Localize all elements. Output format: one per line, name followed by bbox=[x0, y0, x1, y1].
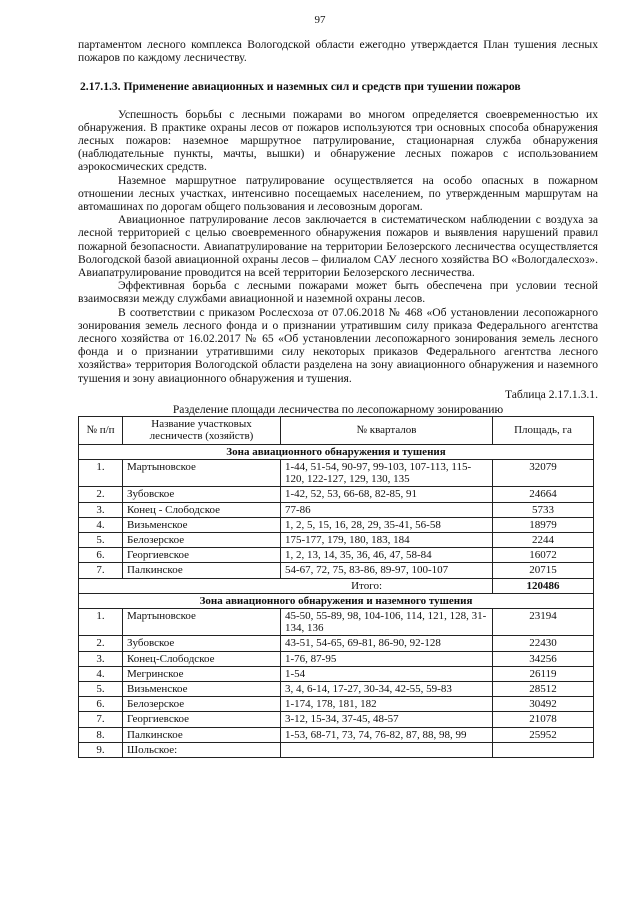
row-area: 5733 bbox=[493, 502, 594, 517]
table-row bbox=[79, 727, 594, 742]
row-area: 2244 bbox=[493, 532, 594, 547]
row-quarters: 1, 2, 13, 14, 35, 36, 46, 47, 58-84 bbox=[281, 548, 493, 563]
table-caption: Разделение площади лесничества по лесопожарному зонированию bbox=[172, 403, 504, 417]
row-name: Визьменское bbox=[123, 681, 281, 696]
total-label: Итого: bbox=[79, 578, 493, 593]
row-num: 7. bbox=[79, 563, 123, 578]
table-row bbox=[79, 548, 594, 563]
row-num: 2. bbox=[79, 487, 123, 502]
row-quarters: 1-53, 68-71, 73, 74, 76-82, 87, 88, 98, 99 bbox=[281, 727, 493, 742]
row-num: 1. bbox=[79, 608, 123, 635]
paragraph-detection: Успешность борьбы с лесными пожарами во многом определяется своевременностью их обнаружения. В практике охраны лесов от пожаров используются три основных способа обнаружения лесных пожаров: наземное маршрутное патрулирование, стационарная служба обнаружения (наблюдательные пункты, мачты, вышки) и обнаружение лесных пожаров с использованием аэрокосмических средств. bbox=[78, 107, 598, 174]
row-name: Палкинское bbox=[123, 727, 281, 742]
total-row bbox=[79, 578, 594, 593]
row-quarters: 3, 4, 6-14, 17-27, 30-34, 42-55, 59-83 bbox=[281, 681, 493, 696]
row-num: 6. bbox=[79, 697, 123, 712]
row-num: 7. bbox=[79, 712, 123, 727]
row-quarters: 1-54 bbox=[281, 666, 493, 681]
zoning-table bbox=[78, 416, 594, 758]
row-num: 5. bbox=[79, 532, 123, 547]
row-quarters: 175-177, 179, 180, 183, 184 bbox=[281, 532, 493, 547]
table-row bbox=[79, 487, 594, 502]
row-quarters: 43-51, 54-65, 69-81, 86-90, 92-128 bbox=[281, 636, 493, 651]
table-row bbox=[79, 697, 594, 712]
row-area: 28512 bbox=[493, 681, 594, 696]
row-name: Белозерское bbox=[123, 697, 281, 712]
row-name: Мартыновское bbox=[123, 608, 281, 635]
table-row bbox=[79, 636, 594, 651]
document-body bbox=[78, 38, 598, 758]
row-area: 20715 bbox=[493, 563, 594, 578]
page-number: 97 bbox=[314, 14, 326, 26]
row-name: Шольское: bbox=[123, 742, 281, 757]
row-num: 5. bbox=[79, 681, 123, 696]
row-name: Зубовское bbox=[123, 487, 281, 502]
row-num: 4. bbox=[79, 517, 123, 532]
row-quarters: 3-12, 15-34, 37-45, 48-57 bbox=[281, 712, 493, 727]
row-area: 21078 bbox=[493, 712, 594, 727]
row-area: 34256 bbox=[493, 651, 594, 666]
row-num: 4. bbox=[79, 666, 123, 681]
row-num: 3. bbox=[79, 651, 123, 666]
row-quarters: 45-50, 55-89, 98, 104-106, 114, 121, 128, 31-134, 136 bbox=[281, 608, 493, 635]
header-num: № п/п bbox=[79, 417, 123, 444]
row-area: 32079 bbox=[493, 459, 594, 486]
row-area: 16072 bbox=[493, 548, 594, 563]
table-row bbox=[79, 666, 594, 681]
row-name: Конец - Слободское bbox=[123, 502, 281, 517]
zone-title-row bbox=[79, 593, 594, 608]
row-name: Георгиевское bbox=[123, 548, 281, 563]
table-row bbox=[79, 502, 594, 517]
row-num: 3. bbox=[79, 502, 123, 517]
row-name: Зубовское bbox=[123, 636, 281, 651]
row-name: Мегринское bbox=[123, 666, 281, 681]
row-quarters: 1-42, 52, 53, 66-68, 82-85, 91 bbox=[281, 487, 493, 502]
row-num: 8. bbox=[79, 727, 123, 742]
paragraph-effective-fighting: Эффективная борьба с лесными пожарами может быть обеспечена при условии тесной взаимосвязи между службами авиационной и наземной охраны лесов. bbox=[78, 279, 598, 306]
row-quarters: 1-76, 87-95 bbox=[281, 651, 493, 666]
row-name: Георгиевское bbox=[123, 712, 281, 727]
table-row bbox=[79, 532, 594, 547]
paragraph-aviation-patrol: Авиационное патрулирование лесов заключается в систематическом наблюдении с воздуха за лесной территорией с целью своевременного обнаружения пожаров и выявления нарушений правил пожарной безопасности. Авиапатрулирование на территории Белозерского лесничества осуществляется Вологодской базой авиационной охраны лесов – филиалом САУ лесного хозяйства ВО «Вологдалесхоз». Авиапатрулирование проводится на всей территории Белозерского лесничества. bbox=[78, 213, 598, 280]
table-row bbox=[79, 681, 594, 696]
row-area: 25952 bbox=[493, 727, 594, 742]
table-row bbox=[79, 742, 594, 757]
table-number: Таблица 2.17.1.3.1. bbox=[504, 387, 598, 401]
paragraph-order: В соответствии с приказом Рослесхоза от 07.06.2018 № 468 «Об установлении лесопожарного зонирования земель лесного фонда и о признании утратившим силу приказа Федерального агентства лесного хозяйства от 16.02.2017 № 65 «Об установлении лесопожарного зонирования земель лесного фонда и о признании утратившими силу некоторых приказов Федерального агентства лесного хозяйства» территория Вологодской области разделена на зону авиационного обнаружения и наземного тушения и зону авиационного обнаружения и тушения. bbox=[78, 305, 598, 385]
row-quarters: 54-67, 72, 75, 83-86, 89-97, 100-107 bbox=[281, 563, 493, 578]
total-value: 120486 bbox=[493, 578, 594, 593]
paragraph-continued: партаментом лесного комплекса Вологодской области ежегодно утверждается План тушения лесных пожаров по каждому лесничеству. bbox=[78, 38, 598, 65]
paragraph-ground-patrol: Наземное маршрутное патрулирование осуществляется на особо опасных в пожарном отношении лесных участках, интенсивно посещаемых населением, по утвержденным маршрутам на автомашинах по дорогам общего пользования и лесовозным дорогам. bbox=[78, 173, 598, 214]
row-num: 2. bbox=[79, 636, 123, 651]
header-quarters: № кварталов bbox=[281, 417, 493, 444]
zone-title-row bbox=[79, 444, 594, 459]
row-area: 26119 bbox=[493, 666, 594, 681]
row-name: Палкинское bbox=[123, 563, 281, 578]
row-num: 1. bbox=[79, 459, 123, 486]
row-name: Конец-Слободское bbox=[123, 651, 281, 666]
table-header-row bbox=[79, 417, 594, 444]
row-quarters bbox=[281, 742, 493, 757]
row-name: Белозерское bbox=[123, 532, 281, 547]
table-row bbox=[79, 712, 594, 727]
row-num: 9. bbox=[79, 742, 123, 757]
row-area: 23194 bbox=[493, 608, 594, 635]
row-area: 18979 bbox=[493, 517, 594, 532]
row-num: 6. bbox=[79, 548, 123, 563]
zone1-title: Зона авиационного обнаружения и тушения bbox=[79, 444, 594, 459]
table-row bbox=[79, 608, 594, 635]
row-quarters: 1, 2, 5, 15, 16, 28, 29, 35-41, 56-58 bbox=[281, 517, 493, 532]
zone2-title: Зона авиационного обнаружения и наземного тушения bbox=[79, 593, 594, 608]
row-area: 24664 bbox=[493, 487, 594, 502]
table-row bbox=[79, 563, 594, 578]
table-row bbox=[79, 517, 594, 532]
header-area: Площадь, га bbox=[493, 417, 594, 444]
row-quarters: 1-174, 178, 181, 182 bbox=[281, 697, 493, 712]
row-quarters: 77-86 bbox=[281, 502, 493, 517]
row-area: 22430 bbox=[493, 636, 594, 651]
section-heading: 2.17.1.3. Применение авиационных и наземных сил и средств при тушении пожаров bbox=[80, 80, 521, 94]
row-area: 30492 bbox=[493, 697, 594, 712]
row-name: Визьменское bbox=[123, 517, 281, 532]
table-row bbox=[79, 651, 594, 666]
header-name: Название участковых лесничеств (хозяйств) bbox=[123, 417, 281, 444]
row-quarters: 1-44, 51-54, 90-97, 99-103, 107-113, 115-120, 122-127, 129, 130, 135 bbox=[281, 459, 493, 486]
row-name: Мартыновское bbox=[123, 459, 281, 486]
row-area bbox=[493, 742, 594, 757]
table-row bbox=[79, 459, 594, 486]
